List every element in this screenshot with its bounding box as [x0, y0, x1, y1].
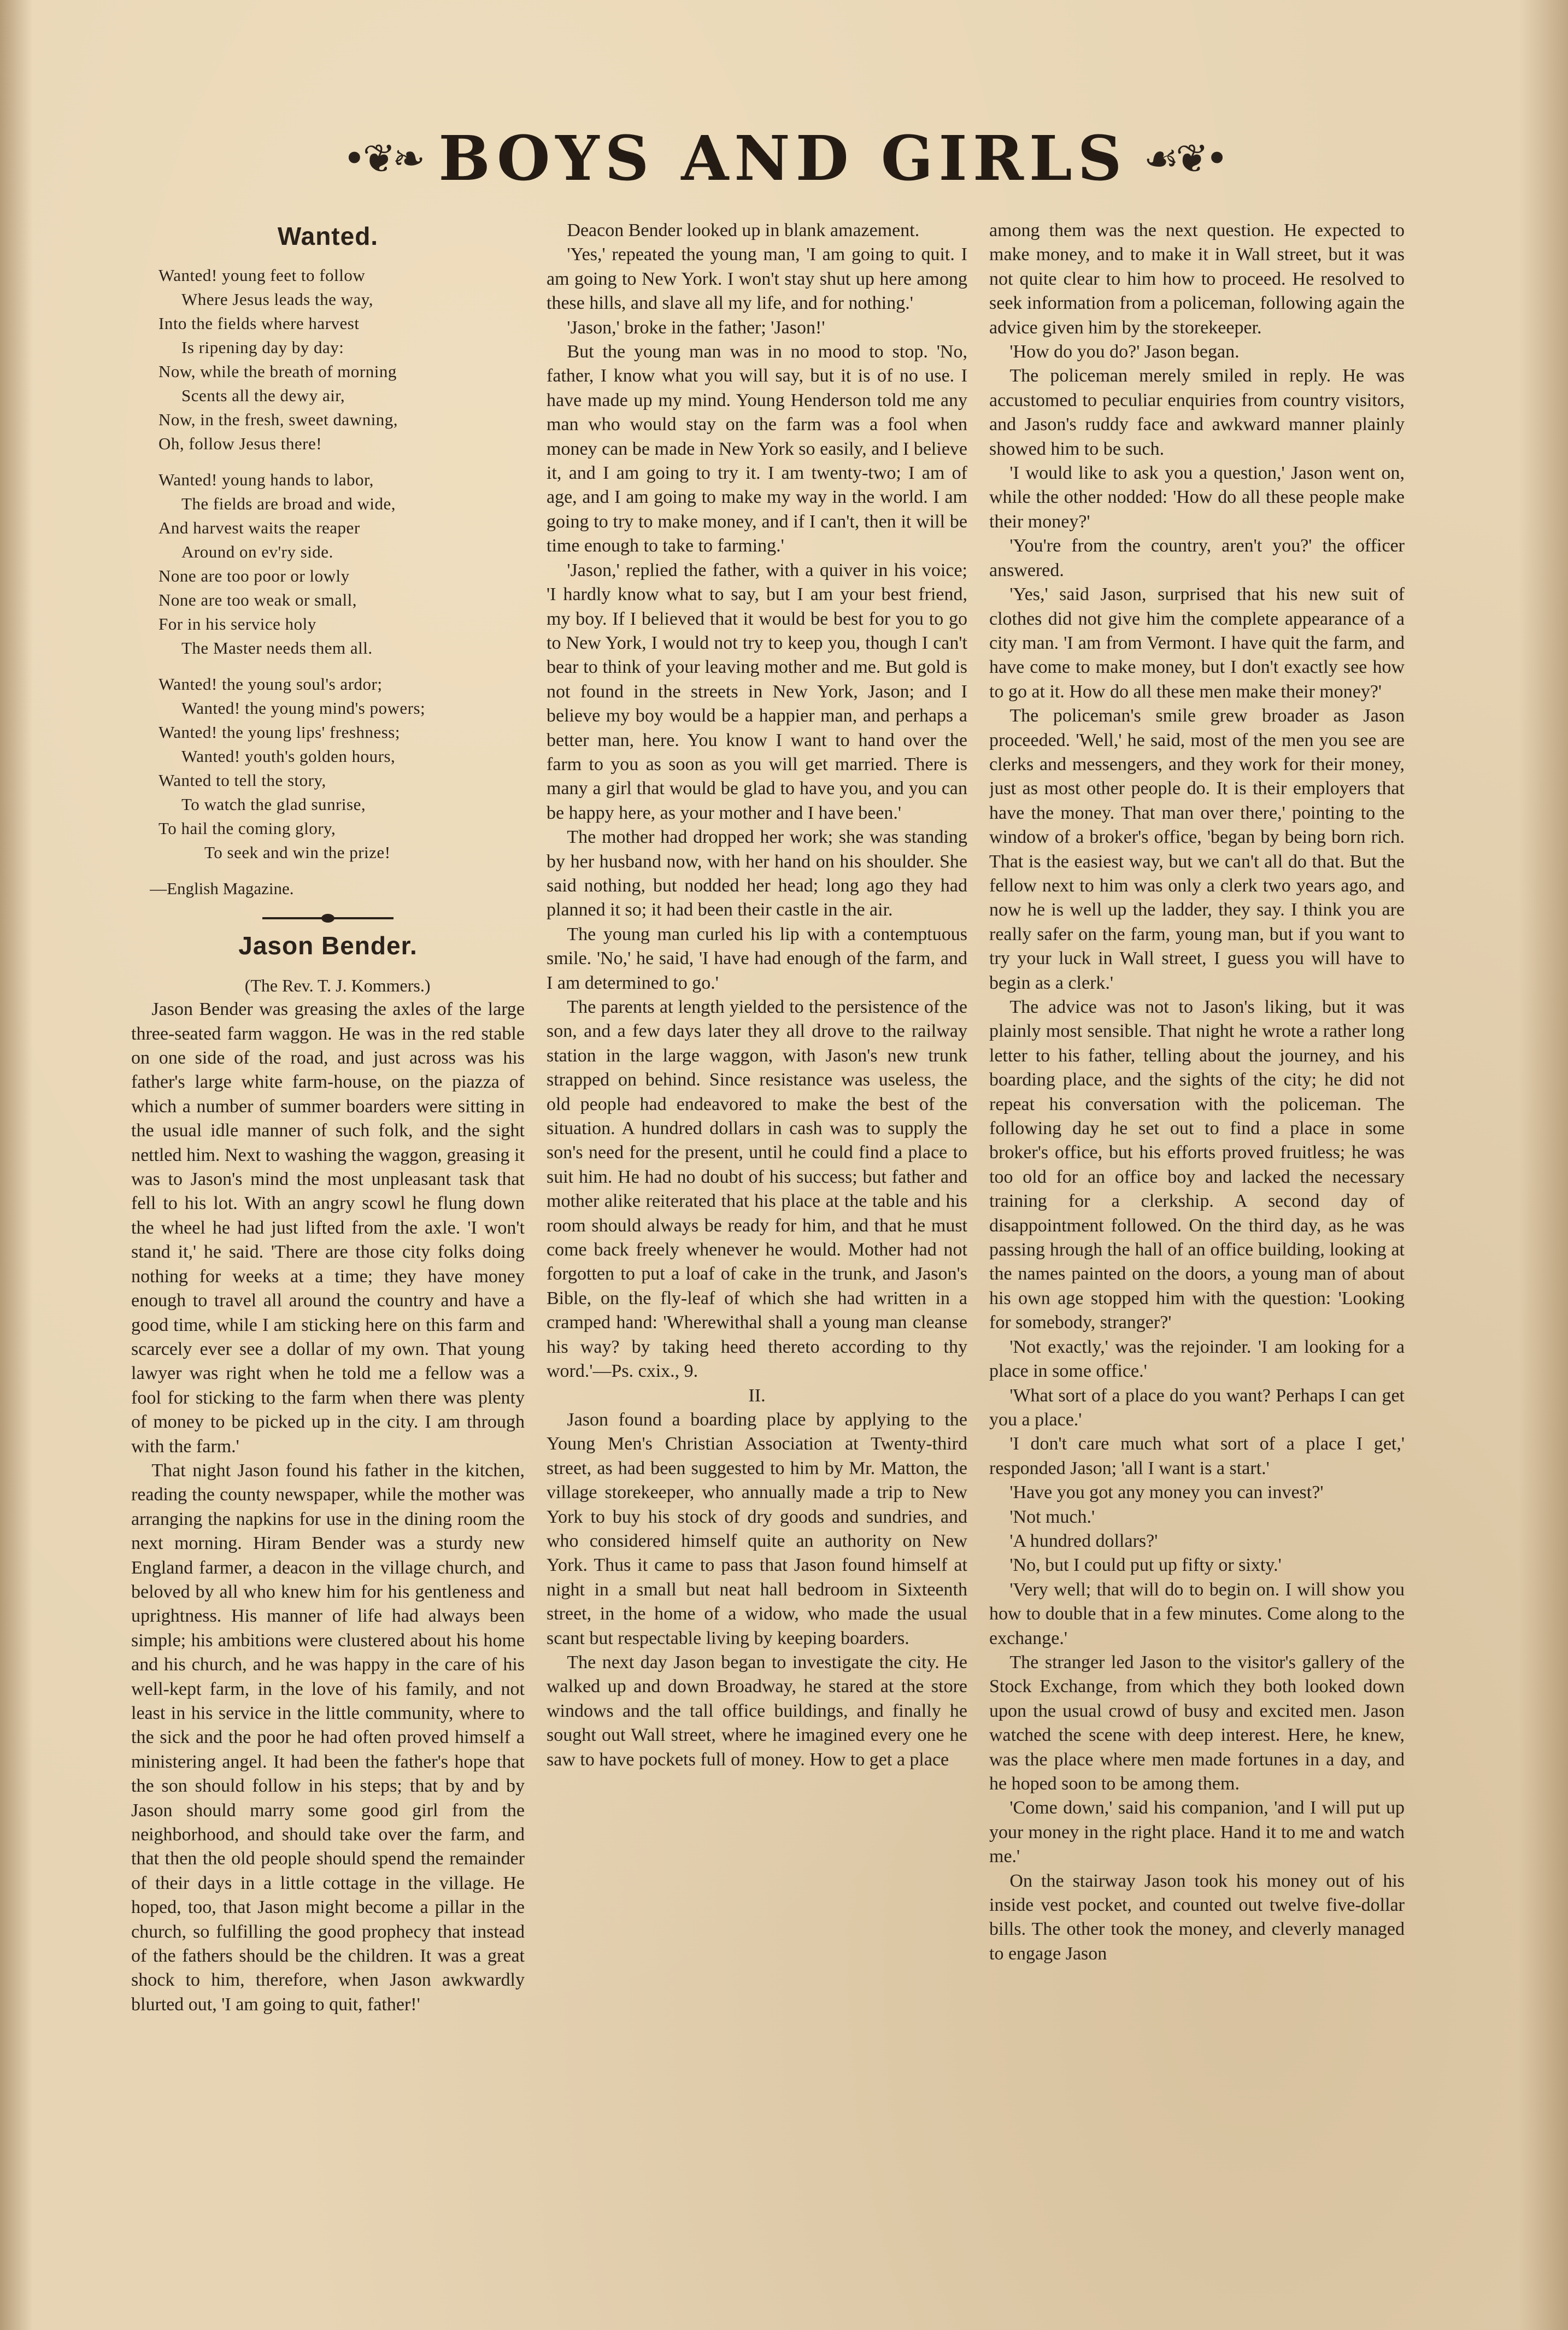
verse-line: The fields are broad and wide, [181, 494, 396, 514]
story-paragraph: 'Not exactly,' was the rejoinder. 'I am looking for a place in some office.' [989, 1336, 1405, 1382]
verse-line: Around on ev'ry side. [181, 542, 333, 562]
column-2 [547, 219, 967, 2197]
story-paragraph: among them was the next question. He expected to make money, and to make it in Wall street, but it was not quite clear to him how to proceed. He resolved to seek information from a policeman, following again the advice given him by the storekeeper. [989, 220, 1405, 338]
verse-line: Now, while the breath of morning [158, 362, 397, 382]
story-paragraph: On the stairway Jason took his money out of his inside vest pocket, and counted out twelve five-dollar bills. The other took the money, and cleverly managed to engage Jason [989, 1870, 1405, 1964]
section-number: II. [748, 1385, 766, 1406]
poem-attribution: —English Magazine. [150, 879, 294, 899]
story-paragraph: 'No, but I could put up fifty or sixty.' [1009, 1555, 1282, 1576]
story-paragraph: 'I don't care much what sort of a place I get,' responded Jason; 'all I want is a start.' [989, 1434, 1405, 1478]
story-paragraph: The stranger led Jason to the visitor's gallery of the Stock Exchange, from which they both looked down upon the usual crowd of busy and excited men. Jason watched the scene with deep interest. Here, he knew, was the place where men made fortunes in a day, and he hoped soon to be among them. [989, 1652, 1405, 1794]
verse-line: And harvest waits the reaper [158, 518, 360, 538]
verse-line: The Master needs them all. [181, 638, 373, 658]
story-paragraph: The next day Jason began to investigate the city. He walked up and down Broadway, he stared at the store windows and the tall office buildings, and finally he sought out Wall street, where he imagined every one he saw to have pockets full of money. How to get a place [547, 1652, 967, 1770]
story-paragraph: 'How do you do?' Jason began. [1009, 342, 1240, 362]
ornament-right: ☙❦• [1143, 136, 1225, 181]
poem-title: Wanted. [277, 222, 379, 250]
page-title: BOYS AND GIRLS [438, 122, 1127, 195]
story-paragraph: 'Jason,' replied the father, with a quiver in his voice; 'I hardly know what to say, but I am your best friend, my boy. If I believed that it would be best for you to go to New York, I would not try to keep you, though I can't bear to think of your leaving mother and me. But gold is not found in the streets in New York, Jason; and I believe my boy would be a happier man, and perhaps a better man, here. You know I want to hand over the farm to you as soon as you will get married. There is many a girl that would be glad to have you, and you can be happy here, as your mother and I have been.' [547, 560, 967, 823]
ornament-left: •❦❧ [343, 136, 422, 181]
poem-stanza [158, 468, 525, 660]
story-paragraph: 'Yes,' repeated the young man, 'I am going to quit. I am going to New York. I won't stay shut up here among these hills, and slave all my life, and for nothing.' [547, 244, 967, 314]
story-paragraph: The policeman merely smiled in reply. He was accustomed to peculiar enquiries from country visitors, and Jason's ruddy face and awkward manner plainly showed him to be such. [989, 366, 1405, 459]
verse-line: Wanted! youth's golden hours, [181, 747, 396, 766]
story-title: Jason Bender. [238, 931, 418, 960]
page-edge-shadow-left [0, 0, 33, 2330]
poem-stanza [158, 672, 525, 865]
story-paragraph: The advice was not to Jason's liking, but it was plainly most sensible. That night he wrote a rather long letter to his father, telling about the journey, and his boarding place, and the sights of the city; he did not repeat his conversation with the policeman. The following day he set out to find a place in some broker's office, but his efforts proved fruitless; he was too old for an office boy and lacked the necessary training for a clerkship. A second day of disappointment followed. On the third day, as he was passing hrough the hall of an office building, looking at the names painted on the doors, a young man of about his own age stopped him with the question: 'Looking for somebody, stranger?' [989, 997, 1405, 1333]
story-paragraph: That night Jason found his father in the kitchen, reading the county newspaper, while the mother was arranging the napkins for use in the dining room the next morning. Hiram Bender was a sturdy new England farmer, a deacon in the village church, and beloved by all who knew him for his gentleness and uprightness. His manner of life had always been simple; his ambitions were clustered about his home and his church, and he was happy in the care of his well-kept farm, in the love of his family, and not least in his service in the little community, where to the sick and the poor he had often proved himself a ministering angel. It had been the father's hope that the son should follow in his steps; that by and by Jason should marry some good girl from the neighborhood, and should take over the farm, and that then the old people should spend the remainder of their days in a little cottage in the village. He hoped, too, that Jason might become a pillar in the church, so fulfilling the good prophecy that instead of the fathers should be the children. It was a great shock to him, therefore, when Jason awkwardly blurted out, 'I am going to quit, father!' [131, 1460, 525, 2015]
story-paragraph: 'A hundred dollars?' [1009, 1530, 1158, 1551]
masthead [0, 123, 1568, 194]
story-paragraph: 'Not much.' [1009, 1506, 1095, 1527]
verse-line: Oh, follow Jesus there! [158, 434, 322, 454]
verse-line: Wanted! young feet to follow [158, 266, 366, 285]
story-paragraph: 'What sort of a place do you want? Perhaps I can get you a place.' [989, 1385, 1405, 1430]
story-byline: (The Rev. T. J. Kommers.) [244, 975, 431, 995]
story-paragraph: 'Come down,' said his companion, 'and I will put up your money in the right place. Hand it to me and watch me.' [989, 1798, 1405, 1867]
verse-line: Wanted! the young soul's ardor; [158, 674, 383, 694]
verse-line: Wanted! young hands to labor, [158, 470, 374, 490]
story-paragraph: The policeman's smile grew broader as Jason proceeded. 'Well,' he said, most of the men you see are clerks and messengers, and they work for their money, just as most other people do. It is their employers that have the money. That man over there,' pointing to the window of a broker's office, 'began by being born rich. That is the easiest way, but we can't all do that. But the fellow next to him was only a clerk two years ago, and now he is well up the ladder, they say. I think you are really safer on the farm, young man, but if you want to try your luck in Wall street, I guess you will have to begin as a clerk.' [989, 706, 1405, 993]
story-paragraph: 'I would like to ask you a question,' Jason went on, while the other nodded: 'How do all these people make their money?' [989, 463, 1405, 532]
verse-line: Wanted! the young mind's powers; [181, 699, 426, 718]
story-paragraph: Jason Bender was greasing the axles of the large three-seated farm waggon. He was in the red stable on one side of the road, and just across was his father's large white farm-house, on the piazza of which a number of summer boarders were sitting in the usual idle manner of such folk, and the sight nettled him. Next to washing the waggon, greasing it was to Jason's mind the most unpleasant task that fell to his lot. With an angry scowl he flung down the wheel he had just lifted from the axle. 'I won't stand it,' he said. 'There are those city folks doing nothing for weeks at a time; they have money enough to travel all around the country and have a good time, while I am sticking here on this farm and scarcely ever see a dollar of my own. That young lawyer was right when he told me a fellow was a fool for sticking to the farm when there was plenty of money to be picked up in the city. I am through with the farm.' [131, 999, 525, 1457]
story-paragraph: The young man curled his lip with a contemptuous smile. 'No,' he said, 'I have had enough of the farm, and I am determined to go.' [547, 924, 967, 993]
column-1 [131, 219, 525, 2197]
column-3 [989, 219, 1405, 2197]
story-paragraph: 'Jason,' broke in the father; 'Jason!' [567, 317, 825, 338]
verse-line: Where Jesus leads the way, [181, 290, 374, 309]
verse-line: None are too poor or lowly [158, 566, 350, 586]
verse-line: Wanted! the young lips' freshness; [158, 723, 400, 742]
story-paragraph: But the young man was in no mood to stop. 'No, father, I know what you will say, but it is of no use. I have made up my mind. Young Henderson told me any man who would stay on the farm was a fool when money can be made in New York so easily, and I believe it, and I am going to try it. I am twenty-two; I am of age, and I am going to make my way in the world. I am going to try to make money, and if I can't, then it will be time enough to take to farming.' [547, 342, 967, 556]
verse-line: To seek and win the prize! [204, 843, 391, 862]
section-divider [262, 917, 394, 919]
story-paragraph: 'Have you got any money you can invest?' [1009, 1482, 1324, 1503]
verse-line: Now, in the fresh, sweet dawning, [158, 410, 398, 430]
verse-line: Scents all the dewy air, [181, 386, 345, 406]
verse-line: For in his service holy [158, 614, 316, 634]
verse-line: Into the fields where harvest [158, 314, 360, 333]
verse-line: None are too weak or small, [158, 590, 357, 610]
story-paragraph: Deacon Bender looked up in blank amazement. [567, 220, 920, 240]
story-paragraph: 'Yes,' said Jason, surprised that his new suit of clothes did not give him the complete appearance of a city man. 'I am from Vermont. I have quit the farm, and have come to make money, but I don't exactly see how to go at it. How do all these men make their money?' [989, 584, 1405, 702]
story-paragraph: 'Very well; that will do to begin on. I will show you how to double that in a few minutes. Come along to the exchange.' [989, 1579, 1405, 1648]
story-paragraph: The mother had dropped her work; she was standing by her husband now, with her hand on his shoulder. She said nothing, but nodded her head; long ago they had planned it so; it had been their castle in the air. [547, 827, 967, 920]
story-paragraph: 'You're from the country, aren't you?' the officer answered. [989, 536, 1405, 580]
verse-line: Wanted to tell the story, [158, 771, 326, 790]
page-edge-shadow-right [1519, 0, 1568, 2330]
poem-stanza [158, 263, 525, 456]
verse-line: To watch the glad sunrise, [181, 795, 366, 814]
story-paragraph: The parents at length yielded to the persistence of the son, and a few days later they all drove to the railway station in the large waggon, with Jason's new trunk strapped on behind. Since resistance was useless, the old people had endeavored to make the best of the situation. A hundred dollars in cash was to supply the son's need for the present, until he could find a place to suit him. He had no doubt of his success; but father and mother alike reiterated that his place at the table and his room should always be ready for him, and that he must come back freely whenever he would. Mother had not forgotten to put a loaf of cake in the trunk, and Jason's Bible, on the fly-leaf of which she had written in a cramped hand: 'Wherewithal shall a young man cleanse his way? by taking heed thereto according to thy word.'—Ps. cxix., 9. [547, 997, 967, 1382]
story-paragraph: Jason found a boarding place by applying to the Young Men's Christian Association at Twenty-third street, as had been suggested to him by Mr. Matton, the village storekeeper, who annually made a trip to New York to buy his stock of dry goods and sundries, and who considered himself quite an authority on New York. Thus it came to pass that Jason found himself at night in a small but neat hall bedroom in Sixteenth street, in the home of a widow, who made the usual scant but respectable living by keeping boarders. [547, 1409, 967, 1648]
verse-line: Is ripening day by day: [181, 338, 344, 357]
poem-body [131, 263, 525, 865]
verse-line: To hail the coming glory, [158, 819, 336, 838]
